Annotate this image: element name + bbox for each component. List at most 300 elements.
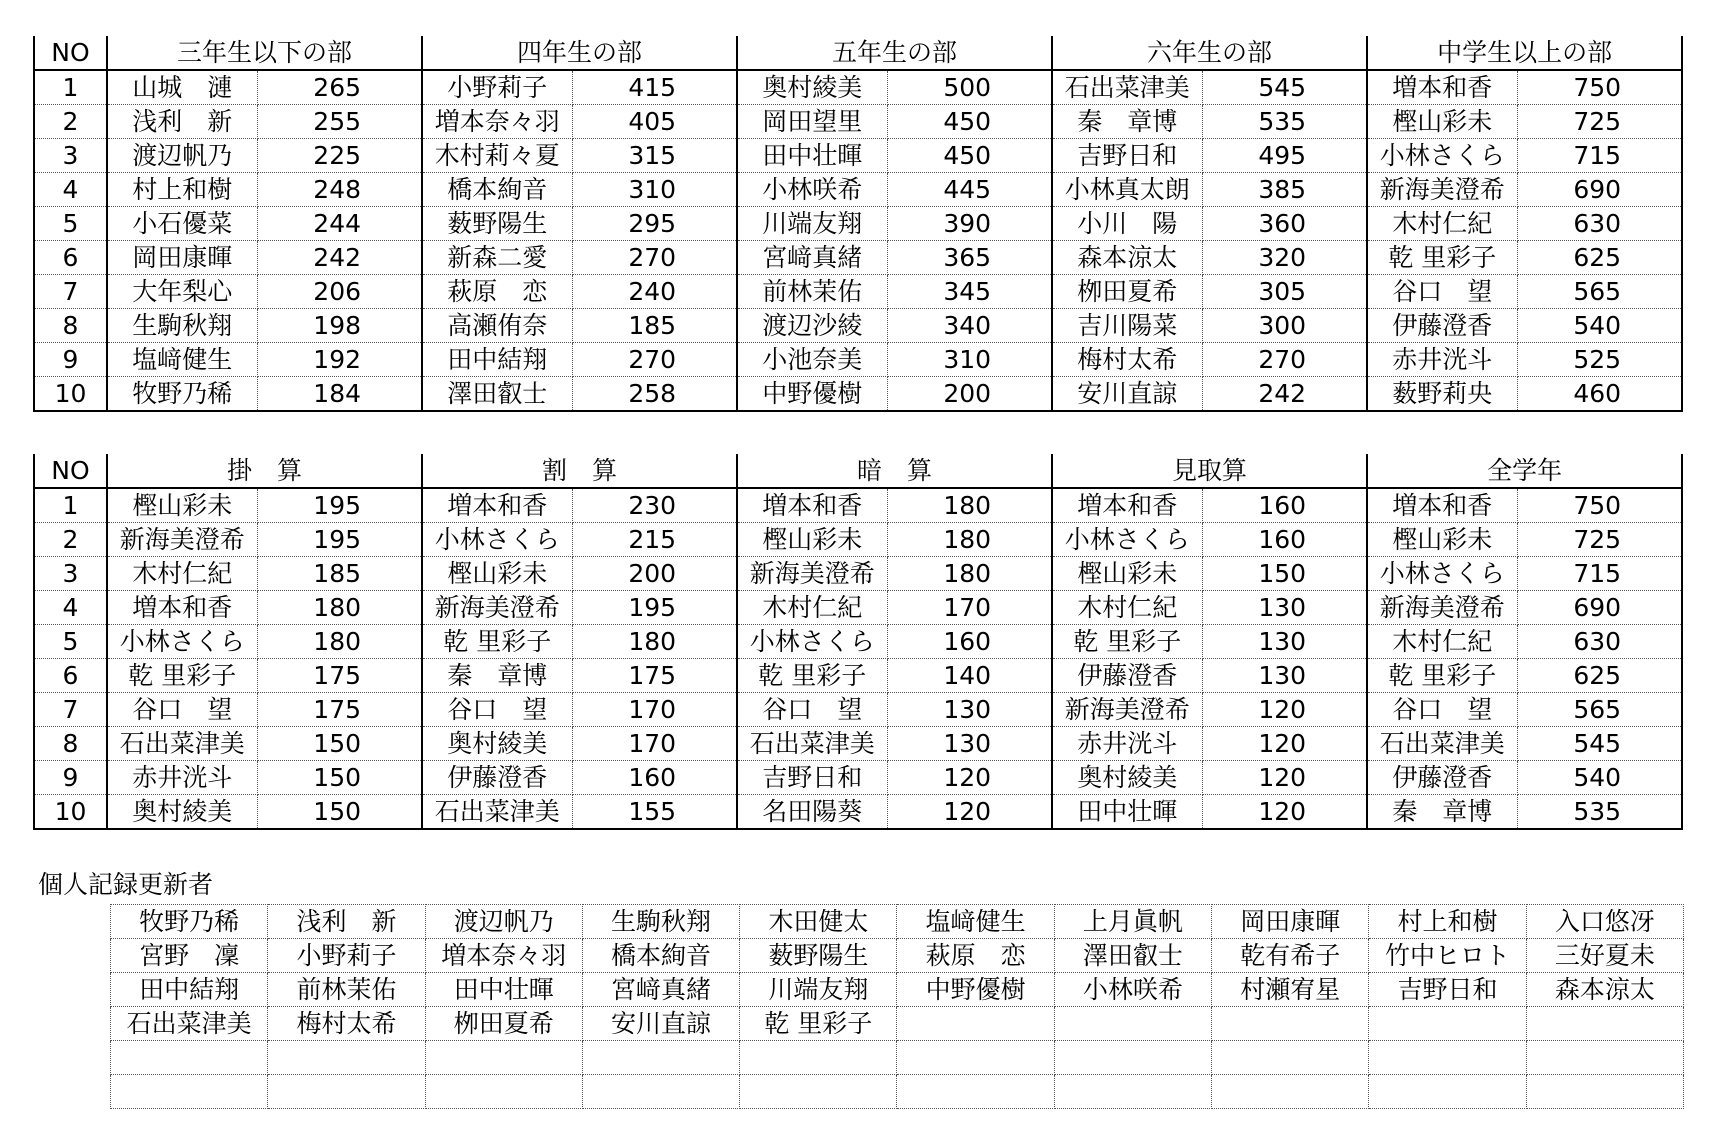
- rank-row: [34, 139, 1682, 173]
- entry-score: 200: [572, 557, 737, 591]
- rank-row: [34, 377, 1682, 412]
- record-name: [1212, 1007, 1369, 1041]
- entry-score: 160: [887, 625, 1052, 659]
- record-name: [740, 1075, 897, 1109]
- record-name: [740, 1041, 897, 1075]
- entry-name: 増本和香: [737, 488, 887, 523]
- entry-name: 増本和香: [1052, 488, 1202, 523]
- section-title: 中学生以上の部: [1367, 36, 1682, 70]
- entry-name: 奥村綾美: [737, 70, 887, 105]
- entry-score: 340: [887, 309, 1052, 343]
- entry-score: 725: [1517, 105, 1682, 139]
- record-name: 安川直諒: [582, 1007, 739, 1041]
- record-name: 澤田叡士: [1054, 939, 1211, 973]
- entry-score: 195: [257, 523, 422, 557]
- entry-score: 270: [572, 343, 737, 377]
- entry-name: 樫山彩未: [1052, 557, 1202, 591]
- entry-name: 奥村綾美: [107, 795, 257, 830]
- entry-score: 545: [1517, 727, 1682, 761]
- entry-name: 樫山彩未: [107, 488, 257, 523]
- entry-name: 赤井洸斗: [1367, 343, 1517, 377]
- records-table: [110, 904, 1684, 1109]
- entry-name: 小林真太朗: [1052, 173, 1202, 207]
- entry-score: 120: [887, 761, 1052, 795]
- entry-name: 小林咲希: [737, 173, 887, 207]
- entry-score: 180: [887, 488, 1052, 523]
- entry-score: 192: [257, 343, 422, 377]
- entry-name: 橋本絢音: [422, 173, 572, 207]
- entry-name: 吉野日和: [1052, 139, 1202, 173]
- entry-name: 樫山彩未: [422, 557, 572, 591]
- entry-name: 増本奈々羽: [422, 105, 572, 139]
- section-title: 暗 算: [737, 454, 1052, 488]
- entry-name: 乾 里彩子: [737, 659, 887, 693]
- record-name: 竹中ヒロト: [1369, 939, 1526, 973]
- rank-number: 8: [34, 727, 107, 761]
- entry-score: 270: [1202, 343, 1367, 377]
- entry-score: 180: [257, 591, 422, 625]
- entry-name: 吉川陽菜: [1052, 309, 1202, 343]
- entry-score: 242: [257, 241, 422, 275]
- record-name: [1212, 1075, 1369, 1109]
- entry-name: 小林さくら: [422, 523, 572, 557]
- entry-name: 前林茉佑: [737, 275, 887, 309]
- record-name: 田中結翔: [111, 973, 268, 1007]
- entry-score: 175: [257, 693, 422, 727]
- entry-score: 540: [1517, 761, 1682, 795]
- entry-name: 伊藤澄香: [1052, 659, 1202, 693]
- entry-score: 195: [572, 591, 737, 625]
- entry-name: 新森二愛: [422, 241, 572, 275]
- entry-name: 浅利 新: [107, 105, 257, 139]
- entry-score: 215: [572, 523, 737, 557]
- rank-number: 7: [34, 275, 107, 309]
- entry-score: 130: [887, 727, 1052, 761]
- section-title: 四年生の部: [422, 36, 737, 70]
- entry-score: 385: [1202, 173, 1367, 207]
- entry-score: 248: [257, 173, 422, 207]
- record-name: 宮野 凜: [111, 939, 268, 973]
- entry-name: 乾 里彩子: [422, 625, 572, 659]
- entry-name: 秦 章博: [1052, 105, 1202, 139]
- entry-name: 田中壮暉: [1052, 795, 1202, 830]
- entry-name: 田中結翔: [422, 343, 572, 377]
- entry-name: 村上和樹: [107, 173, 257, 207]
- record-name: 石出菜津美: [111, 1007, 268, 1041]
- entry-score: 715: [1517, 139, 1682, 173]
- entry-score: 750: [1517, 70, 1682, 105]
- entry-score: 130: [1202, 591, 1367, 625]
- rank-row: [34, 70, 1682, 105]
- grade-ranking-table: [33, 36, 1683, 412]
- entry-name: 栁田夏希: [1052, 275, 1202, 309]
- no-header: NO: [34, 454, 107, 488]
- section-title: 掛 算: [107, 454, 422, 488]
- entry-score: 160: [1202, 488, 1367, 523]
- entry-name: 新海美澄希: [1367, 173, 1517, 207]
- entry-name: 乾 里彩子: [1367, 659, 1517, 693]
- entry-score: 450: [887, 139, 1052, 173]
- record-name: [1369, 1041, 1526, 1075]
- rank-row: [34, 591, 1682, 625]
- section-title: 割 算: [422, 454, 737, 488]
- entry-score: 535: [1202, 105, 1367, 139]
- entry-name: 大年梨心: [107, 275, 257, 309]
- record-name: 木田健太: [740, 905, 897, 939]
- entry-score: 160: [1202, 523, 1367, 557]
- entry-score: 715: [1517, 557, 1682, 591]
- rank-number: 3: [34, 139, 107, 173]
- entry-score: 535: [1517, 795, 1682, 830]
- entry-name: 木村仁紀: [107, 557, 257, 591]
- record-name: 萩原 恋: [897, 939, 1054, 973]
- entry-name: 吉野日和: [737, 761, 887, 795]
- record-name: [897, 1041, 1054, 1075]
- entry-name: 谷口 望: [1367, 693, 1517, 727]
- entry-name: 薮野莉央: [1367, 377, 1517, 412]
- entry-name: 増本和香: [1367, 488, 1517, 523]
- record-name: 前林茉佑: [268, 973, 425, 1007]
- entry-score: 315: [572, 139, 737, 173]
- entry-score: 175: [572, 659, 737, 693]
- entry-score: 345: [887, 275, 1052, 309]
- rank-row: [34, 693, 1682, 727]
- entry-score: 170: [572, 727, 737, 761]
- rank-number: 6: [34, 659, 107, 693]
- entry-name: 石出菜津美: [1367, 727, 1517, 761]
- entry-score: 725: [1517, 523, 1682, 557]
- record-name: 森本涼太: [1526, 973, 1683, 1007]
- records-row: [111, 1041, 1684, 1075]
- entry-name: 谷口 望: [737, 693, 887, 727]
- section-title: 見取算: [1052, 454, 1367, 488]
- rank-number: 5: [34, 207, 107, 241]
- entry-score: 390: [887, 207, 1052, 241]
- entry-score: 690: [1517, 591, 1682, 625]
- record-name: [425, 1041, 582, 1075]
- record-name: [1526, 1075, 1683, 1109]
- records-title: 個人記録更新者: [38, 870, 214, 899]
- rank-row: [34, 659, 1682, 693]
- entry-score: 495: [1202, 139, 1367, 173]
- entry-score: 258: [572, 377, 737, 412]
- record-name: 生駒秋翔: [582, 905, 739, 939]
- entry-score: 150: [257, 795, 422, 830]
- entry-name: 岡田康暉: [107, 241, 257, 275]
- record-name: [1054, 1075, 1211, 1109]
- entry-name: 小林さくら: [1052, 523, 1202, 557]
- entry-score: 450: [887, 105, 1052, 139]
- entry-score: 185: [572, 309, 737, 343]
- entry-score: 155: [572, 795, 737, 830]
- no-header: NO: [34, 36, 107, 70]
- record-name: 小野莉子: [268, 939, 425, 973]
- rank-row: [34, 557, 1682, 591]
- rank-row: [34, 105, 1682, 139]
- record-name: 三好夏未: [1526, 939, 1683, 973]
- entry-score: 405: [572, 105, 737, 139]
- entry-name: 新海美澄希: [1367, 591, 1517, 625]
- record-name: 栁田夏希: [425, 1007, 582, 1041]
- record-name: 梅村太希: [268, 1007, 425, 1041]
- record-name: 浅利 新: [268, 905, 425, 939]
- rank-row: [34, 761, 1682, 795]
- entry-score: 305: [1202, 275, 1367, 309]
- entry-score: 195: [257, 488, 422, 523]
- header-row: [34, 36, 1682, 70]
- rank-row: [34, 523, 1682, 557]
- entry-score: 180: [572, 625, 737, 659]
- entry-score: 130: [1202, 659, 1367, 693]
- entry-name: 木村莉々夏: [422, 139, 572, 173]
- entry-score: 200: [887, 377, 1052, 412]
- record-name: 入口悠冴: [1526, 905, 1683, 939]
- record-name: [111, 1075, 268, 1109]
- record-name: [1526, 1007, 1683, 1041]
- entry-score: 170: [887, 591, 1052, 625]
- entry-score: 120: [1202, 795, 1367, 830]
- record-name: [582, 1041, 739, 1075]
- entry-name: 牧野乃稀: [107, 377, 257, 412]
- entry-name: 小林さくら: [1367, 557, 1517, 591]
- entry-score: 120: [1202, 761, 1367, 795]
- entry-name: 渡辺帆乃: [107, 139, 257, 173]
- record-name: 岡田康暉: [1212, 905, 1369, 939]
- entry-name: 木村仁紀: [1367, 207, 1517, 241]
- record-name: 上月眞帆: [1054, 905, 1211, 939]
- record-name: [1054, 1007, 1211, 1041]
- entry-score: 242: [1202, 377, 1367, 412]
- record-name: 乾 里彩子: [740, 1007, 897, 1041]
- entry-score: 198: [257, 309, 422, 343]
- entry-score: 175: [257, 659, 422, 693]
- record-name: [1369, 1075, 1526, 1109]
- entry-score: 244: [257, 207, 422, 241]
- entry-name: 奥村綾美: [1052, 761, 1202, 795]
- rank-row: [34, 625, 1682, 659]
- entry-name: 乾 里彩子: [1052, 625, 1202, 659]
- record-name: [897, 1007, 1054, 1041]
- entry-name: 山城 漣: [107, 70, 257, 105]
- entry-score: 130: [887, 693, 1052, 727]
- entry-score: 625: [1517, 659, 1682, 693]
- record-name: 宮﨑真緒: [582, 973, 739, 1007]
- records-row: [111, 1075, 1684, 1109]
- entry-name: 生駒秋翔: [107, 309, 257, 343]
- record-name: 橋本絢音: [582, 939, 739, 973]
- record-name: 牧野乃稀: [111, 905, 268, 939]
- entry-score: 310: [887, 343, 1052, 377]
- entry-name: 伊藤澄香: [1367, 309, 1517, 343]
- rank-number: 2: [34, 523, 107, 557]
- entry-score: 120: [1202, 693, 1367, 727]
- entry-name: 小石優菜: [107, 207, 257, 241]
- records-row: [111, 939, 1684, 973]
- record-name: 渡辺帆乃: [425, 905, 582, 939]
- rank-row: [34, 275, 1682, 309]
- entry-name: 樫山彩未: [737, 523, 887, 557]
- entry-name: 秦 章博: [1367, 795, 1517, 830]
- entry-name: 木村仁紀: [737, 591, 887, 625]
- entry-score: 255: [257, 105, 422, 139]
- entry-name: 新海美澄希: [422, 591, 572, 625]
- entry-name: 伊藤澄香: [422, 761, 572, 795]
- section-title: 全学年: [1367, 454, 1682, 488]
- rank-number: 6: [34, 241, 107, 275]
- record-name: 増本奈々羽: [425, 939, 582, 973]
- entry-name: 赤井洸斗: [107, 761, 257, 795]
- records-row: [111, 1007, 1684, 1041]
- entry-name: 岡田望里: [737, 105, 887, 139]
- entry-score: 545: [1202, 70, 1367, 105]
- entry-score: 690: [1517, 173, 1682, 207]
- rank-number: 4: [34, 173, 107, 207]
- record-name: 村上和樹: [1369, 905, 1526, 939]
- rank-row: [34, 173, 1682, 207]
- rank-row: [34, 727, 1682, 761]
- rank-number: 10: [34, 795, 107, 830]
- record-name: 吉野日和: [1369, 973, 1526, 1007]
- rank-row: [34, 241, 1682, 275]
- entry-name: 石出菜津美: [1052, 70, 1202, 105]
- record-name: 薮野陽生: [740, 939, 897, 973]
- rank-number: 5: [34, 625, 107, 659]
- entry-score: 150: [257, 727, 422, 761]
- record-name: [268, 1041, 425, 1075]
- rank-row: [34, 207, 1682, 241]
- entry-name: 増本和香: [107, 591, 257, 625]
- entry-name: 宮﨑真緒: [737, 241, 887, 275]
- entry-score: 295: [572, 207, 737, 241]
- record-name: 村瀬宥星: [1212, 973, 1369, 1007]
- entry-score: 445: [887, 173, 1052, 207]
- entry-score: 630: [1517, 625, 1682, 659]
- entry-name: 乾 里彩子: [1367, 241, 1517, 275]
- records-row: [111, 973, 1684, 1007]
- entry-name: 増本和香: [1367, 70, 1517, 105]
- entry-name: 小川 陽: [1052, 207, 1202, 241]
- entry-name: 萩原 恋: [422, 275, 572, 309]
- entry-score: 750: [1517, 488, 1682, 523]
- entry-score: 130: [1202, 625, 1367, 659]
- entry-score: 230: [572, 488, 737, 523]
- rank-row: [34, 343, 1682, 377]
- entry-name: 田中壮暉: [737, 139, 887, 173]
- section-title: 五年生の部: [737, 36, 1052, 70]
- entry-score: 150: [257, 761, 422, 795]
- entry-score: 310: [572, 173, 737, 207]
- entry-score: 630: [1517, 207, 1682, 241]
- entry-name: 秦 章博: [422, 659, 572, 693]
- entry-name: 安川直諒: [1052, 377, 1202, 412]
- entry-score: 180: [887, 523, 1052, 557]
- entry-name: 谷口 望: [107, 693, 257, 727]
- entry-name: 小野莉子: [422, 70, 572, 105]
- entry-name: 小林さくら: [737, 625, 887, 659]
- entry-score: 540: [1517, 309, 1682, 343]
- entry-name: 薮野陽生: [422, 207, 572, 241]
- entry-name: 石出菜津美: [737, 727, 887, 761]
- record-name: 乾有希子: [1212, 939, 1369, 973]
- section-title: 三年生以下の部: [107, 36, 422, 70]
- entry-score: 184: [257, 377, 422, 412]
- entry-score: 565: [1517, 275, 1682, 309]
- entry-score: 365: [887, 241, 1052, 275]
- record-name: [582, 1075, 739, 1109]
- rank-number: 1: [34, 70, 107, 105]
- entry-name: 新海美澄希: [107, 523, 257, 557]
- section-title: 六年生の部: [1052, 36, 1367, 70]
- rank-row: [34, 795, 1682, 830]
- entry-score: 150: [1202, 557, 1367, 591]
- records-row: [111, 905, 1684, 939]
- entry-score: 270: [572, 241, 737, 275]
- entry-name: 奥村綾美: [422, 727, 572, 761]
- entry-score: 206: [257, 275, 422, 309]
- entry-name: 伊藤澄香: [1367, 761, 1517, 795]
- entry-score: 240: [572, 275, 737, 309]
- entry-score: 265: [257, 70, 422, 105]
- entry-score: 500: [887, 70, 1052, 105]
- record-name: 中野優樹: [897, 973, 1054, 1007]
- entry-name: 梅村太希: [1052, 343, 1202, 377]
- record-name: [425, 1075, 582, 1109]
- entry-score: 160: [572, 761, 737, 795]
- entry-name: 中野優樹: [737, 377, 887, 412]
- entry-score: 320: [1202, 241, 1367, 275]
- entry-name: 新海美澄希: [737, 557, 887, 591]
- entry-name: 赤井洸斗: [1052, 727, 1202, 761]
- entry-name: 樫山彩未: [1367, 523, 1517, 557]
- entry-score: 565: [1517, 693, 1682, 727]
- rank-number: 9: [34, 343, 107, 377]
- entry-name: 乾 里彩子: [107, 659, 257, 693]
- record-name: 田中壮暉: [425, 973, 582, 1007]
- record-name: [1369, 1007, 1526, 1041]
- record-name: 川端友翔: [740, 973, 897, 1007]
- entry-name: 小林さくら: [107, 625, 257, 659]
- record-name: [1054, 1041, 1211, 1075]
- rank-number: 4: [34, 591, 107, 625]
- entry-score: 300: [1202, 309, 1367, 343]
- entry-score: 140: [887, 659, 1052, 693]
- entry-score: 225: [257, 139, 422, 173]
- record-name: 小林咲希: [1054, 973, 1211, 1007]
- rank-number: 9: [34, 761, 107, 795]
- entry-score: 120: [1202, 727, 1367, 761]
- entry-score: 185: [257, 557, 422, 591]
- rank-row: [34, 488, 1682, 523]
- record-name: [1526, 1041, 1683, 1075]
- entry-name: 木村仁紀: [1367, 625, 1517, 659]
- entry-score: 120: [887, 795, 1052, 830]
- entry-score: 460: [1517, 377, 1682, 412]
- entry-name: 谷口 望: [422, 693, 572, 727]
- entry-name: 樫山彩未: [1367, 105, 1517, 139]
- entry-name: 川端友翔: [737, 207, 887, 241]
- entry-name: 澤田叡士: [422, 377, 572, 412]
- entry-name: 石出菜津美: [107, 727, 257, 761]
- entry-score: 180: [257, 625, 422, 659]
- record-name: [111, 1041, 268, 1075]
- entry-name: 小林さくら: [1367, 139, 1517, 173]
- subject-ranking-table: [33, 454, 1683, 830]
- entry-name: 森本涼太: [1052, 241, 1202, 275]
- entry-name: 渡辺沙綾: [737, 309, 887, 343]
- entry-name: 小池奈美: [737, 343, 887, 377]
- entry-name: 高瀬侑奈: [422, 309, 572, 343]
- record-name: [897, 1075, 1054, 1109]
